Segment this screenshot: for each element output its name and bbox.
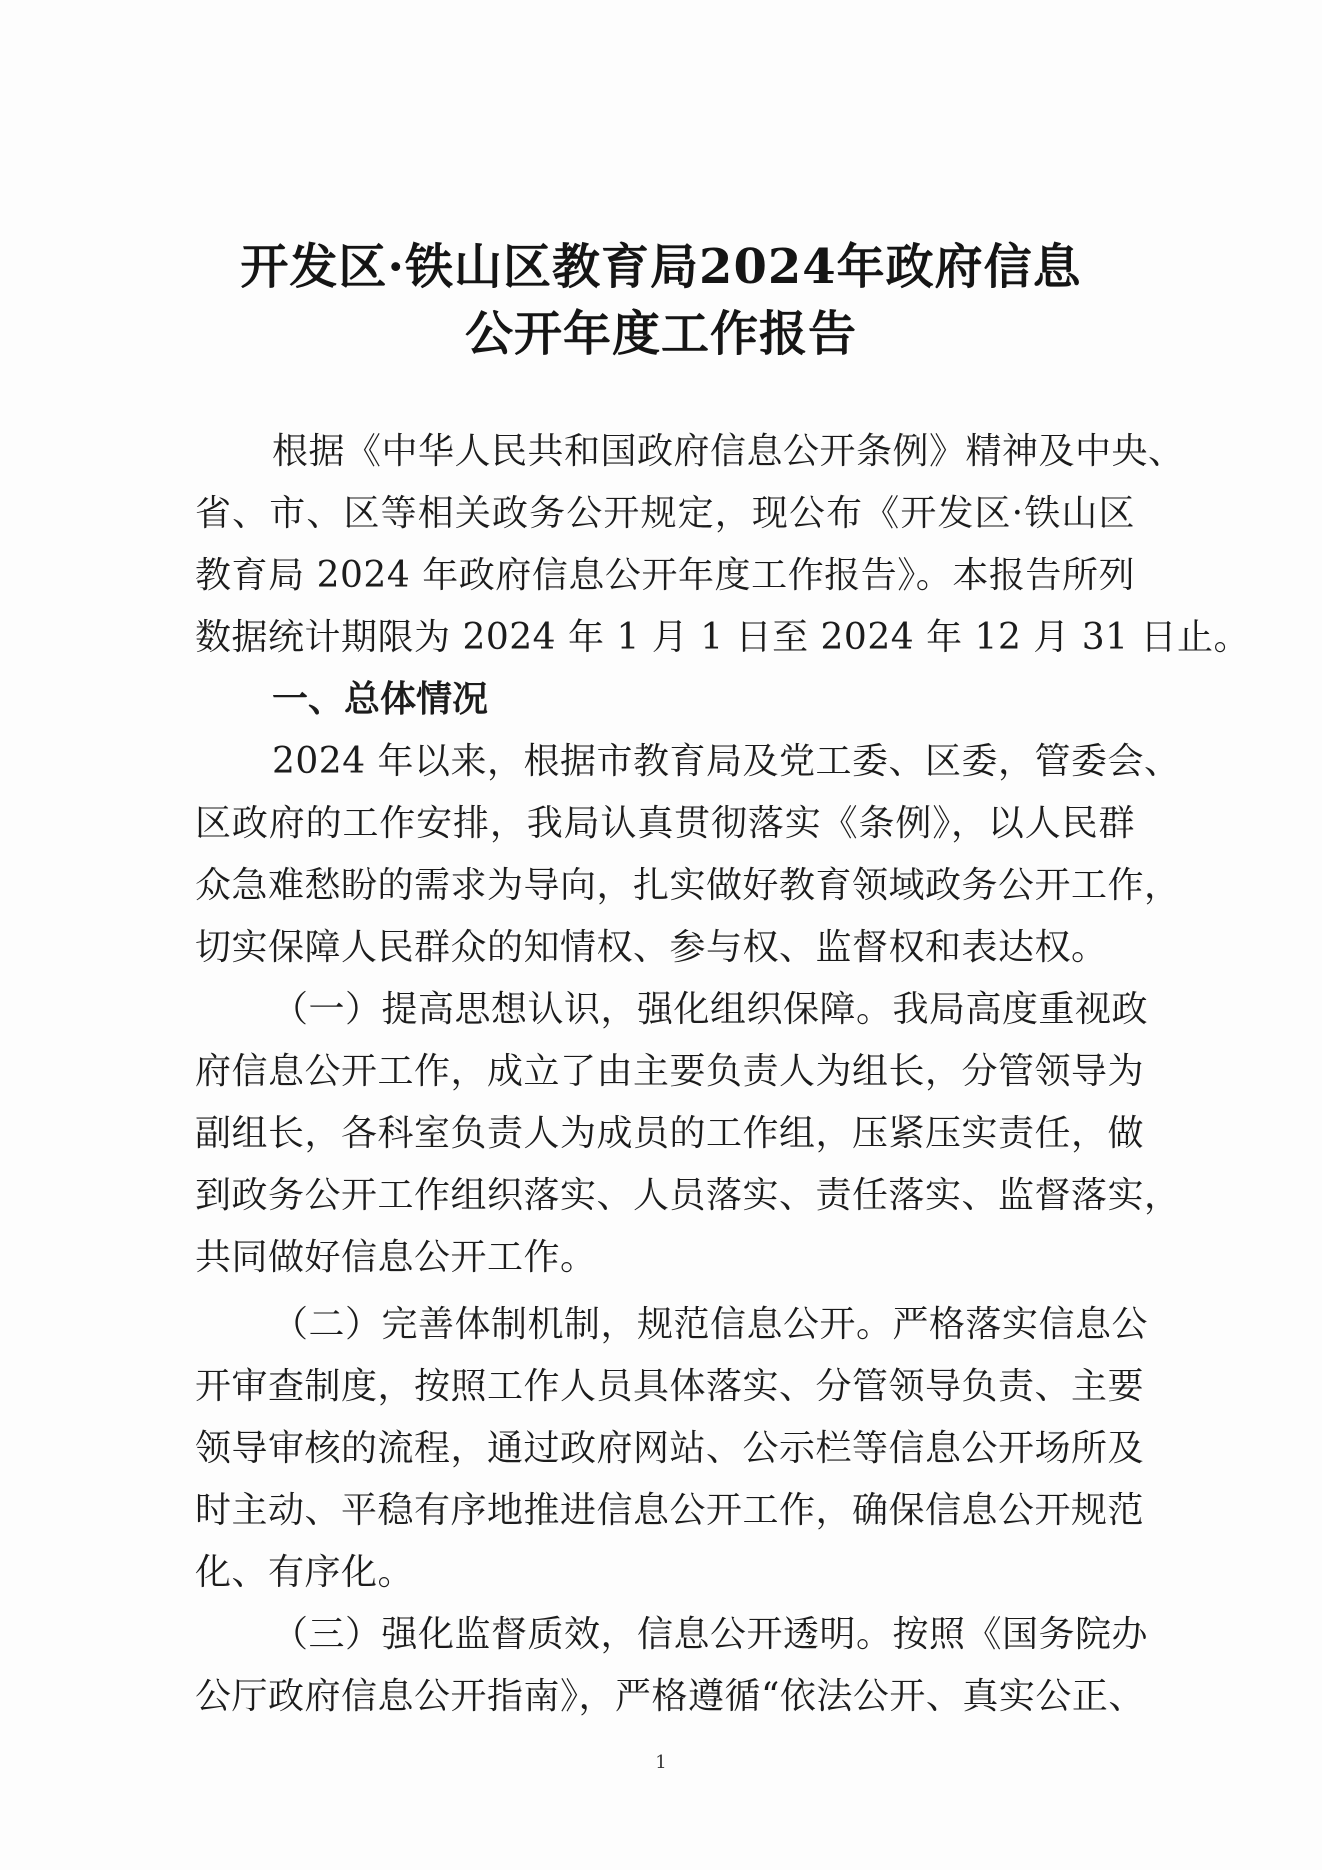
paragraph-line: 切实保障人民群众的知情权、参与权、监督权和表达权。 bbox=[195, 927, 1108, 968]
document-title-line-1: 开发区·铁山区教育局2024年政府信息 bbox=[240, 239, 1082, 295]
intro-line: 教育局 2024 年政府信息公开年度工作报告》。本报告所列 bbox=[195, 555, 1135, 596]
page-number: 1 bbox=[655, 1752, 667, 1773]
paragraph-line: 共同做好信息公开工作。 bbox=[195, 1237, 597, 1278]
intro-line: 数据统计期限为 2024 年 1 月 1 日至 2024 年 12 月 31 日止。 bbox=[195, 617, 1250, 658]
intro-line: 根据《中华人民共和国政府信息公开条例》精神及中央、 bbox=[272, 431, 1185, 472]
paragraph-line: 府信息公开工作，成立了由主要负责人为组长，分管领导为 bbox=[195, 1051, 1145, 1092]
paragraph-line: 领导审核的流程，通过政府网站、公示栏等信息公开场所及 bbox=[195, 1428, 1145, 1469]
paragraph-line: 2024 年以来，根据市教育局及党工委、区委，管委会、 bbox=[272, 741, 1181, 782]
paragraph-line: 副组长，各科室负责人为成员的工作组，压紧压实责任，做 bbox=[195, 1113, 1145, 1154]
paragraph-line: 开审查制度，按照工作人员具体落实、分管领导负责、主要 bbox=[195, 1366, 1145, 1407]
paragraph-line: 到政务公开工作组织落实、人员落实、责任落实、监督落实， bbox=[195, 1175, 1181, 1216]
paragraph-line: 众急难愁盼的需求为导向，扎实做好教育领域政务公开工作， bbox=[195, 865, 1181, 906]
paragraph-line: 时主动、平稳有序地推进信息公开工作，确保信息公开规范 bbox=[195, 1490, 1145, 1531]
paragraph-line: （三）强化监督质效，信息公开透明。按照《国务院办 bbox=[272, 1614, 1149, 1655]
paragraph-line: 区政府的工作安排，我局认真贯彻落实《条例》，以人民群 bbox=[195, 803, 1135, 844]
paragraph-line: （一）提高思想认识，强化组织保障。我局高度重视政 bbox=[272, 989, 1149, 1030]
section-heading: 一、总体情况 bbox=[272, 679, 489, 720]
paragraph-line: 化、有序化。 bbox=[195, 1552, 415, 1593]
paragraph-line: 公厅政府信息公开指南》，严格遵循“依法公开、真实公正、 bbox=[195, 1676, 1145, 1717]
intro-line: 省、市、区等相关政务公开规定，现公布《开发区·铁山区 bbox=[195, 493, 1135, 534]
document-title-line-2: 公开年度工作报告 bbox=[464, 306, 857, 362]
paragraph-line: （二）完善体制机制，规范信息公开。严格落实信息公 bbox=[272, 1304, 1149, 1345]
